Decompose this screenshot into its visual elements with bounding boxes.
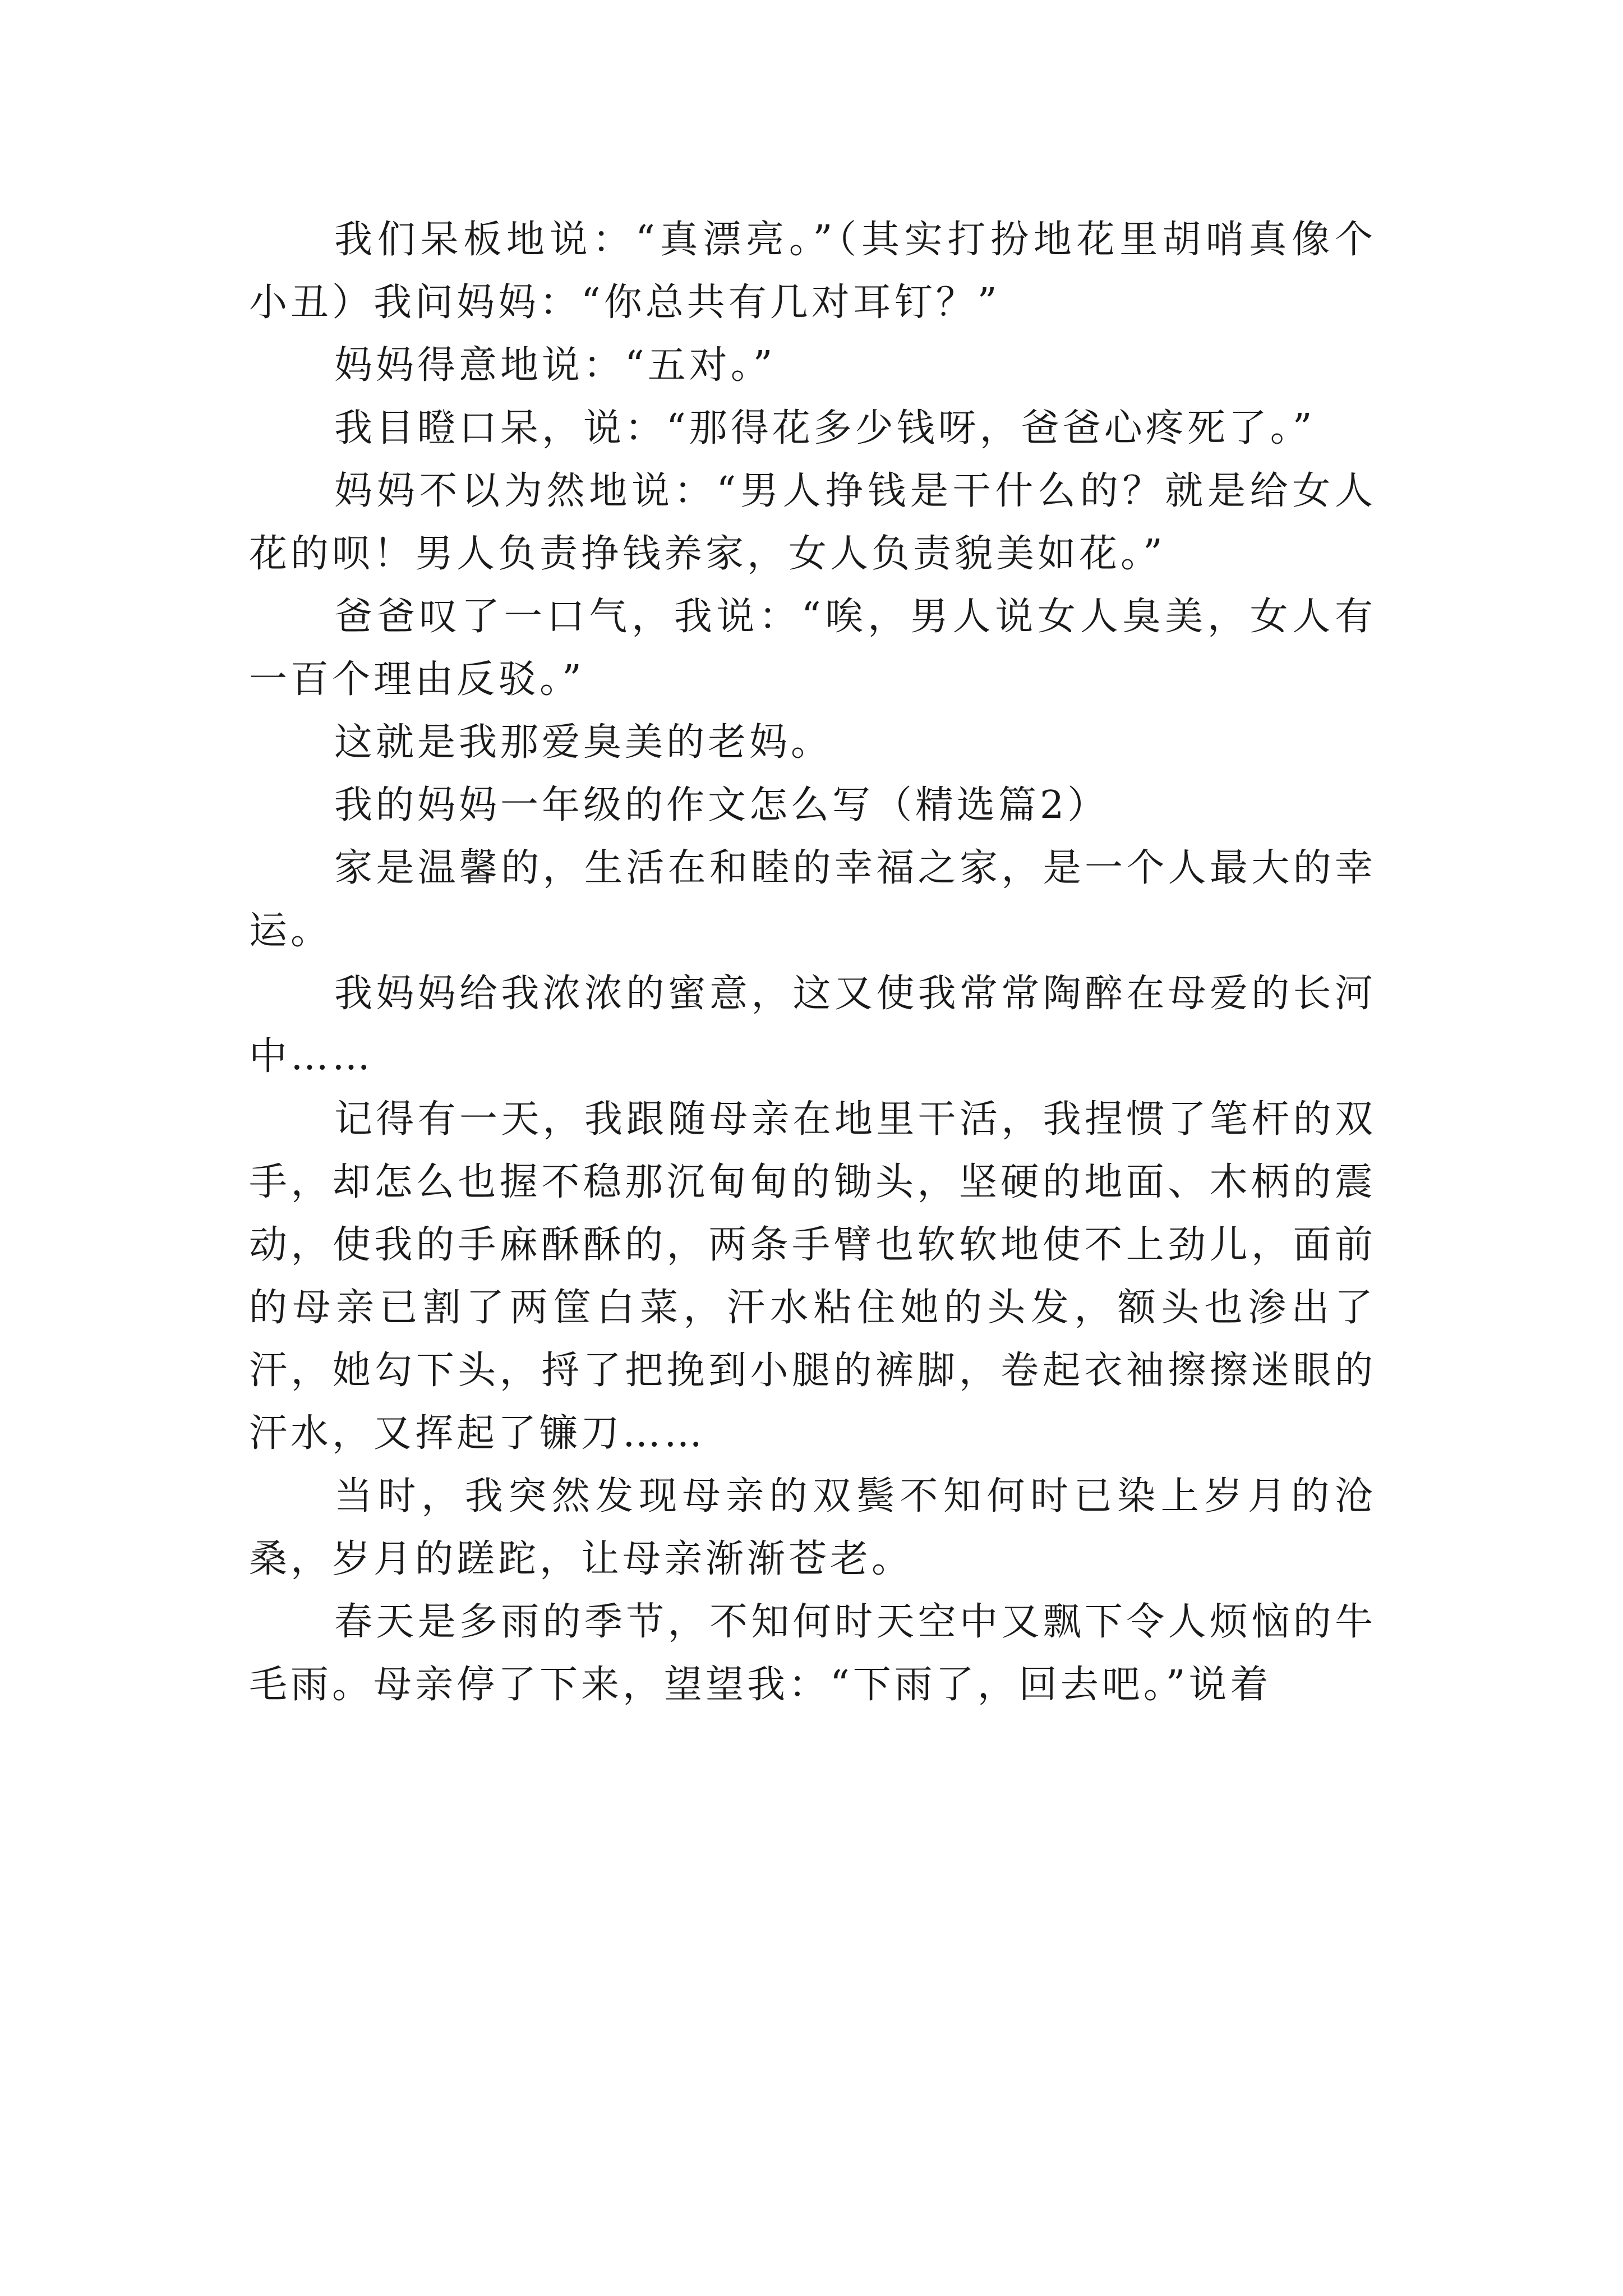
paragraph: 我目瞪口呆，说：“那得花多少钱呀，爸爸心疼死了。” bbox=[334, 406, 1316, 450]
paragraph: 爸爸叹了一口气，我说：“唉，男人说女人臭美，女人有一百个理由反驳。” bbox=[249, 595, 1376, 702]
paragraph: 我妈妈给我浓浓的蜜意，这又使我常常陶醉在母爱的长河中…… bbox=[249, 972, 1376, 1079]
paragraph: 当时，我突然发现母亲的双鬓不知何时已染上岁月的沧桑，岁月的蹉跎，让母亲渐渐苍老。 bbox=[249, 1474, 1376, 1581]
paragraph: 这就是我那爱臭美的老妈。 bbox=[334, 720, 833, 765]
paragraph: 记得有一天，我跟随母亲在地里干活，我捏惯了笔杆的双手，却怎么也握不稳那沉甸甸的锄头，坚硬的地面、木柄的震动，使我的手麻酥酥的，两条手臂也软软地使不上劲儿，面前的母亲已割了两筐白菜，汗水粘住她的头发，额头也渗出了汗，她勾下头，捋了把挽到小腿的裤脚，卷起衣袖擦擦迷眼的汗水，又挥起了镰刀…… bbox=[249, 1097, 1376, 1456]
paragraph: 妈妈得意地说：“五对。” bbox=[334, 343, 776, 388]
section-heading: 我的妈妈一年级的作文怎么写（精选篇2） bbox=[334, 783, 1109, 827]
paragraph: 妈妈不以为然地说：“男人挣钱是干什么的？就是给女人花的呗！男人负责挣钱养家，女人负责貌美如花。” bbox=[249, 469, 1376, 576]
article-body bbox=[249, 209, 1376, 1717]
paragraph: 家是温馨的，生活在和睦的幸福之家，是一个人最大的幸运。 bbox=[249, 846, 1376, 953]
paragraph: 春天是多雨的季节，不知何时天空中又飘下令人烦恼的牛毛雨。母亲停了下来，望望我：“下雨了，回去吧。”说着 bbox=[249, 1600, 1376, 1707]
paragraph: 我们呆板地说：“真漂亮。”（其实打扮地花里胡哨真像个小丑）我问妈妈：“你总共有几对耳钉？” bbox=[249, 218, 1376, 325]
